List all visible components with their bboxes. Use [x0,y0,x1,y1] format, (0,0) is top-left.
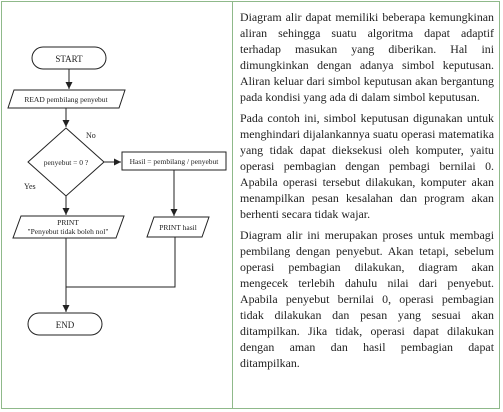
explanation-text [240,9,494,376]
decision-label: penyebut = 0 ? [43,158,89,167]
no-label: No [86,131,96,140]
print-error-label-line2: "Penyebut tidak boleh nol" [27,227,109,236]
flowchart-panel [4,4,231,406]
flowchart [4,4,231,406]
compute-label: Hasil = pembilang / penyebut [129,157,219,166]
print-error-label-line1: PRINT [57,218,79,227]
column-divider [232,1,233,408]
line-print-result-merge [66,237,175,287]
paragraph-1: Diagram alir dapat memiliki beberapa kemungkinan aliran sehingga suatu algoritma dapat adaptif terhadap masukan yang diberikan. Hal ini dimungkinkan dengan adanya simbol keputusan. Aliran keluar dari simbol keputusan akan bergantung pada kondisi yang ada di dalam simbol keputusan. [240,10,494,104]
start-label: START [55,54,83,64]
print-result-label: PRINT hasil [159,223,197,232]
paragraph-3: Diagram alir ini merupakan proses untuk membagi pembilang dengan penyebut. Akan tetapi, sebelum operasi pembagian dilakukan, diagram akan mengecek terlebih dahulu nilai dari penyebut. Apabila penyebut bernilai 0, operasi pembagian tidak dilakukan dan pesan yang sesuai akan ditampilkan. Jika tidak, operasi dapat dilakukan dengan aman dan hasil pembagian dapat ditampilkan. [240,228,494,370]
paragraph-2: Pada contoh ini, simbol keputusan digunakan untuk menghindari dijalankannya suatu operasi matematika yang tidak dapat dieksekusi oleh komputer, yaitu operasi pembagian dengan pembagi bernilai 0. Apabila operasi tersebut dilakukan, komputer akan menampilkan pesan kesalahan dan program akan berhenti secara tidak wajar. [240,111,494,221]
yes-label: Yes [24,182,36,191]
end-label: END [55,320,75,330]
read-input-label: READ pembilang penyebut [24,95,108,104]
